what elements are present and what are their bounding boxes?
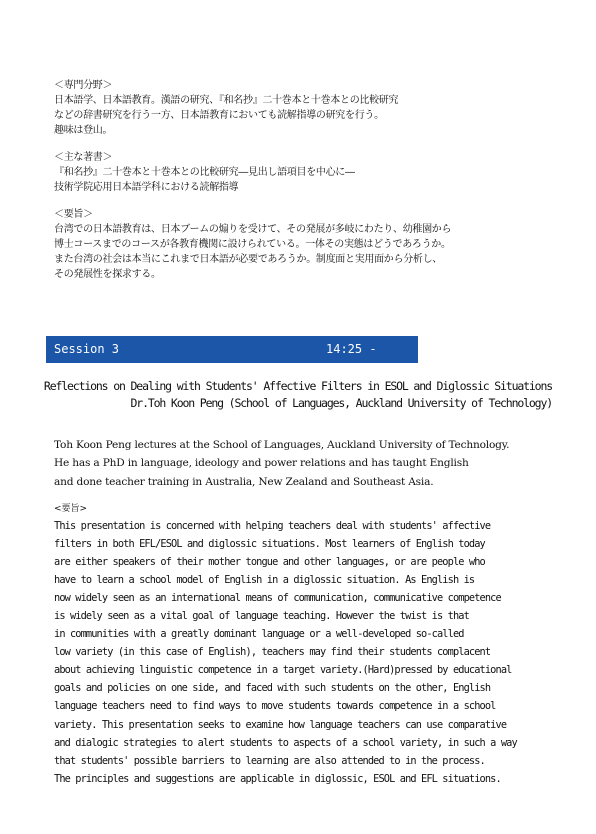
publication-item: 『和名抄』二十巻本と十巻本との比較研究―見出し語項目を中心に― [54,167,355,178]
speaker-line: Dr.Toh Koon Peng (School of Languages, Auckland University of Technology) [130,396,552,410]
bio-line: He has a PhD in language, ideology and power relations and has taught English [54,457,469,470]
abstract-line: now widely seen as an international means of communication, communicative competence [54,592,501,605]
abstract-line: about achieving linguistic competence in a target variety.(Hard)pressed by educational [54,664,512,677]
abstract-line: language teachers need to find ways to move students towards competence in a school [54,700,496,713]
publications-section [54,150,554,195]
abstract-line: is widely seen as a vital goal of language teaching. However the twist is that [54,610,469,623]
bio-line: Toh Koon Peng lectures at the School of Languages, Auckland University of Technology. [54,439,510,451]
specialty-line: などの辞書研究を行う一方、日本語教育においても読解指導の研究を行う。 [54,110,384,121]
talk-title: Reflections on Dealing with Students' Affective Filters in ESOL and Diglossic Situations [43,379,552,393]
japanese-summary-section [54,207,554,282]
bio-line: and done teacher training in Australia, New Zealand and Southeast Asia. [54,475,434,488]
session-label: Session 3 [54,342,120,356]
session-banner [46,336,418,383]
japanese-summary-heading: ＜要旨＞ [54,209,93,220]
specialty-line: 日本語学、日本語教育。漢語の研究、『和名抄』二十巻本と十巻本との比較研究 [54,95,399,106]
publication-item: 技術学院応用日本語学科における読解指導 [54,182,239,193]
speaker-bio [54,436,554,491]
abstract-line: that students' possible barriers to learning are also attended to in the process. [54,754,485,767]
abstract-line: low variety (in this case of English), teachers may find their students complacent [54,646,491,659]
abstract-line: are either speakers of their mother tongue and other languages, or are people who [54,556,485,569]
abstract-heading: <要旨> [54,504,88,514]
talk-header [0,378,552,412]
japanese-summary-line: 博士コースまでのコースが各教育機関に設けられている。一体その実態はどうであろうか。 [54,239,451,250]
abstract-line: and dialogic strategies to alert students to aspects of a school variety, in such a way [54,736,517,749]
abstract-line: variety. This presentation seeks to examine how language teachers can use comparative [54,718,507,731]
abstract-line: filters in both EFL/ESOL and diglossic situations. Most learners of English today [54,538,485,551]
specialty-section [54,78,554,138]
publications-heading: ＜主な著書＞ [54,152,113,163]
abstract-line: in communities with a greatly dominant language or a well-developed so-called [54,628,464,641]
abstract-line: The principles and suggestions are applicable in diglossic, ESOL and EFL situations. [54,772,501,785]
abstract-line: This presentation is concerned with helping teachers deal with students' affective [54,520,491,532]
abstract-line: have to learn a school model of English in a diglossic situation. As English is [54,574,475,587]
abstract-body [54,517,554,788]
abstract-line: goals and policies on one side, and faced with such students on the other, English [54,682,491,695]
session-time: 14:25 - 15:05 [326,342,377,383]
specialty-heading: ＜専門分野＞ [54,80,113,91]
japanese-summary-line: その発展性を探求する。 [54,269,161,280]
specialty-line: 趣味は登山。 [54,125,113,136]
japanese-summary-line: また台湾の社会は本当にこれまで日本語が必要であろうか。制度面と実用面から分析し、 [54,254,442,265]
japanese-summary-line: 台湾での日本語教育は、日本ブームの煽りを受けて、その発展が多岐にわたり、幼稚園から [54,224,452,235]
